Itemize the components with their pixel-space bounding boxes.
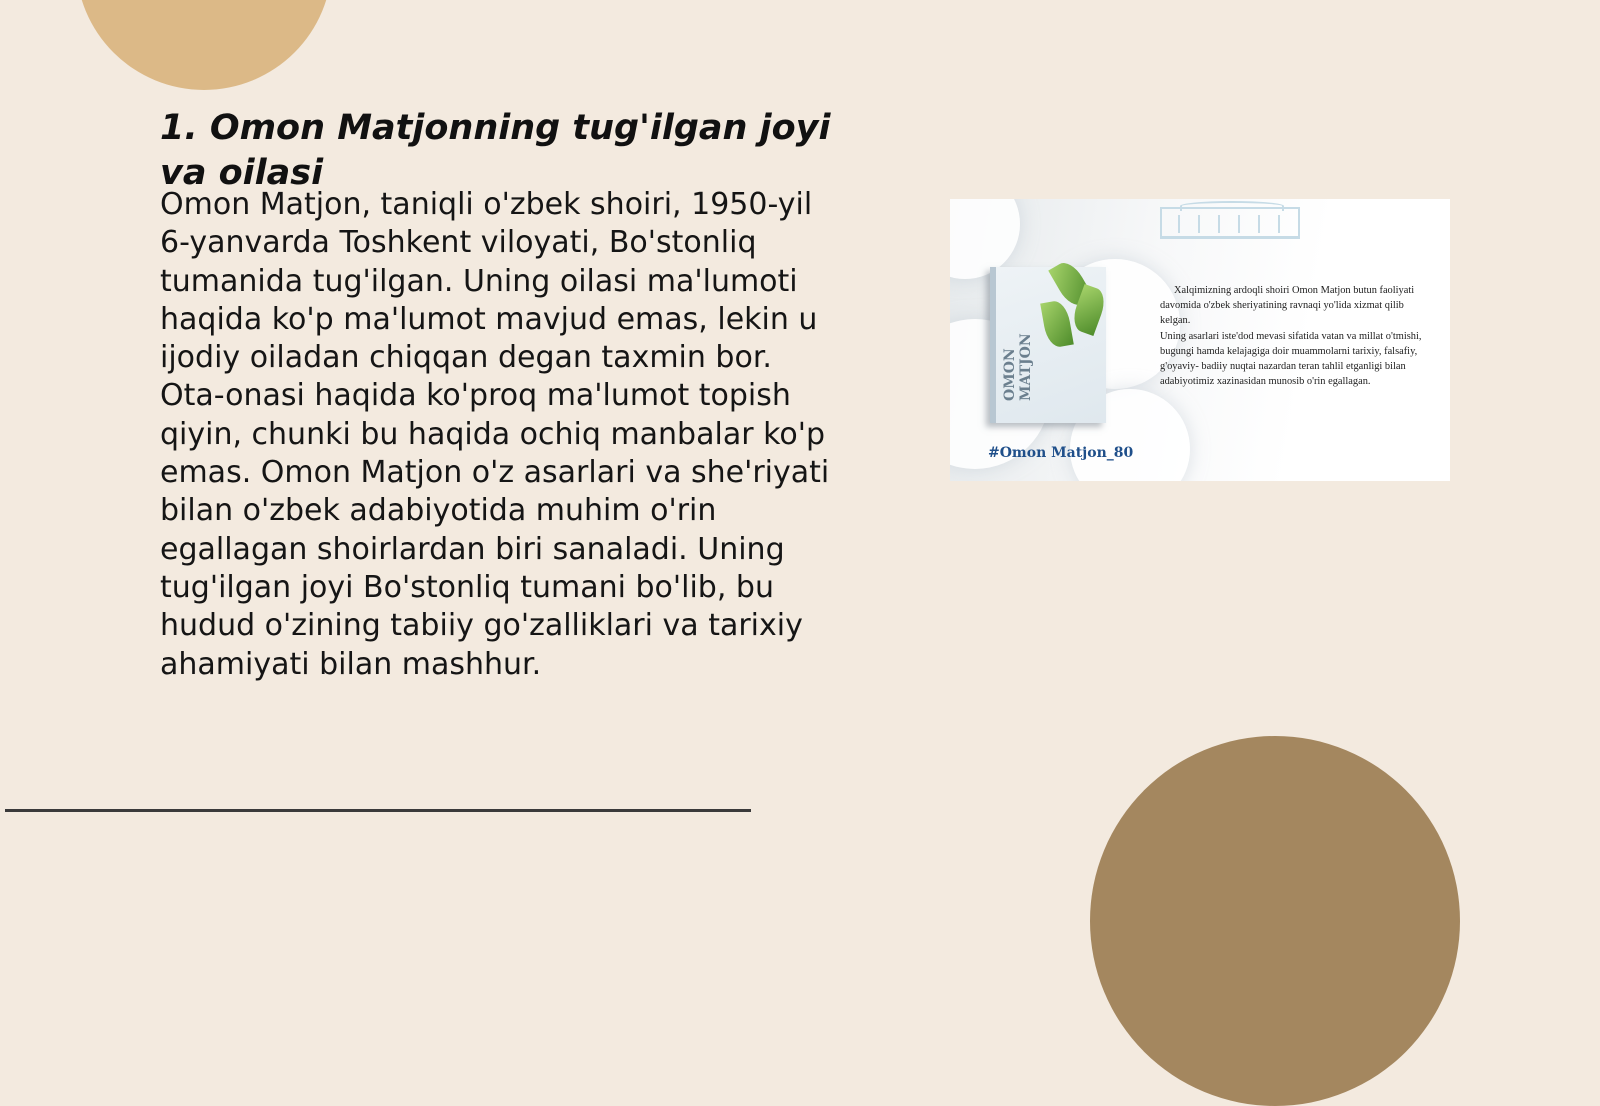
poster-hashtag: #Omon Matjon_80: [988, 445, 1134, 461]
leaf-icon: [1040, 299, 1074, 349]
decorative-circle-top: [76, 0, 332, 90]
poster-paragraph-1: Xalqimizning ardoqli shoiri Omon Matjon butun faoliyati davomida o'zbek sheriyatining ravnaqi yo'lida xizmat qilib kelgan.: [1160, 285, 1415, 327]
decorative-circle-bottom: [1090, 736, 1460, 1106]
book-cover: [990, 267, 1106, 423]
poster-paragraph-2: Uning asarlari iste'dod mevasi sifatida vatan va millat o'tmishi, bugungi hamda kelajagiga doir muammolarni tarixiy, falsafiy, g'oyaviy- badiiy nuqtai nazardan teran tahlil etganligi bilan adabiyotimiz xazinasidan munosib o'rin egallagan.: [1160, 330, 1422, 388]
building-icon: [1160, 207, 1300, 239]
book-cover-title: OMON MATJON: [1002, 333, 1034, 401]
poster-text: [1160, 283, 1430, 389]
slide-title: 1. Omon Matjonning tug'ilgan joyi va oilasi: [160, 108, 831, 193]
book-poster-image: [950, 199, 1450, 481]
slide-body-text: Omon Matjon, taniqli o'zbek shoiri, 1950-yil 6-yanvarda Toshkent viloyati, Bo'stonliq tumanida tug'ilgan. Uning oilasi ma'lumoti haqida ko'p ma'lumot mavjud emas, lekin u ijodiy oiladan chiqqan degan taxmin bor. Ota-onasi haqida ko'proq ma'lumot topish qiyin, chunki bu haqida ochiq manbalar ko'p emas. Omon Matjon o'z asarlari va she'riyati bilan o'zbek adabiyotida muhim o'rin egallagan shoirlardan biri sanaladi. Uning tug'ilgan joyi Bo'stonliq tumani bo'lib, bu hudud o'zining tabiiy go'zalliklari va tarixiy ahamiyati bilan mashhur.: [160, 187, 830, 682]
divider-line: [5, 809, 751, 812]
